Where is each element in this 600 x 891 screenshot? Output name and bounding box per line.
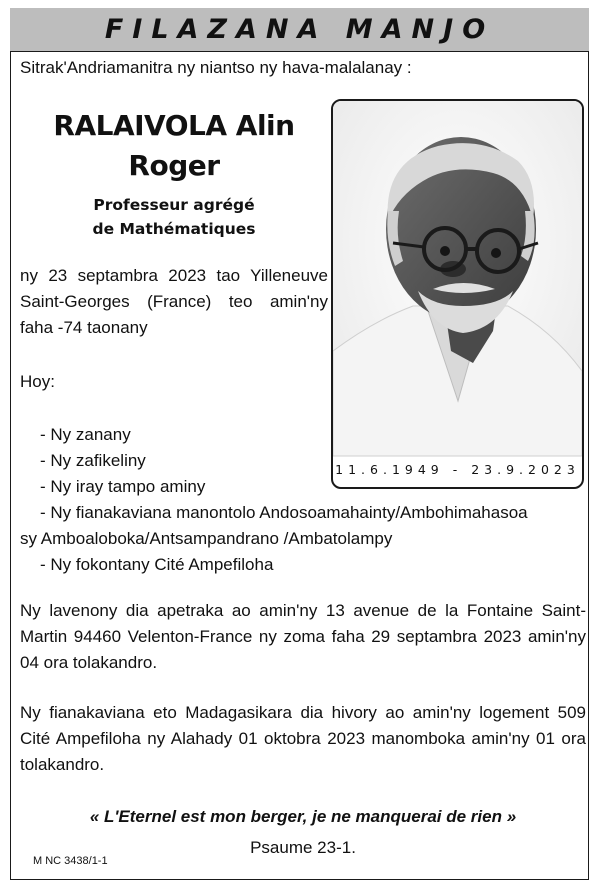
notice-reference: M NC 3438/1-1 [33, 855, 108, 867]
intro-text: Sitrak'Andriamanitra ny niantso ny hava-malalanay : [20, 58, 412, 77]
hoy-label: Hoy: [20, 372, 55, 391]
family-info: Ny fianakaviana eto Madagasikara dia hivory ao amin'ny logement 509 Cité Ampefiloha ny Alahady 01 oktobra 2023 manomboka amin'ny 01 ora tolakandro. [20, 703, 586, 774]
deceased-title [20, 193, 328, 241]
survivor-item: - Ny fianakaviana manontolo Andosoamahainty/Ambohimahasoa [40, 503, 528, 522]
name-line-2: Roger [128, 149, 220, 182]
deceased-name [20, 106, 328, 186]
death-info-line-1: ny 23 septambra 2023 tao Yilleneuve [20, 266, 328, 285]
death-info-line-3: faha -74 taonany [20, 318, 148, 337]
death-info [20, 263, 328, 341]
bible-quote: « L'Eternel est mon berger, je ne manquerai de rien » [89, 807, 517, 826]
wake-info: Ny lavenony dia apetraka ao amin'ny 13 avenue de la Fontaine Saint-Martin 94460 Velenton-France ny zoma faha 29 septambra 2023 amin'ny 04 ora tolakandro. [20, 601, 586, 672]
title-line-1: Professeur agrégé [93, 196, 255, 214]
survivor-item-continuation: sy Amboaloboka/Antsampandrano /Ambatolampy [20, 529, 393, 548]
survivor-item: - Ny iray tampo aminy [40, 477, 206, 496]
survivor-item: - Ny fokontany Cité Ampefiloha [40, 555, 274, 574]
survivor-item: - Ny zanany [40, 425, 131, 444]
birth-death-dates: 11.6.1949 - 23.9.2023 [335, 462, 580, 477]
notice-title: FILAZANA MANJO [104, 14, 495, 45]
survivors-list [20, 422, 586, 578]
psalm-reference: Psaume 23-1. [250, 838, 356, 857]
death-info-line-2: Saint-Georges (France) teo amin'ny [20, 292, 328, 311]
name-line-1: RALAIVOLA Alin [53, 109, 295, 142]
survivor-item: - Ny zafikeliny [40, 451, 146, 470]
title-line-2: de Mathématiques [92, 220, 256, 238]
notice-header [10, 8, 589, 52]
